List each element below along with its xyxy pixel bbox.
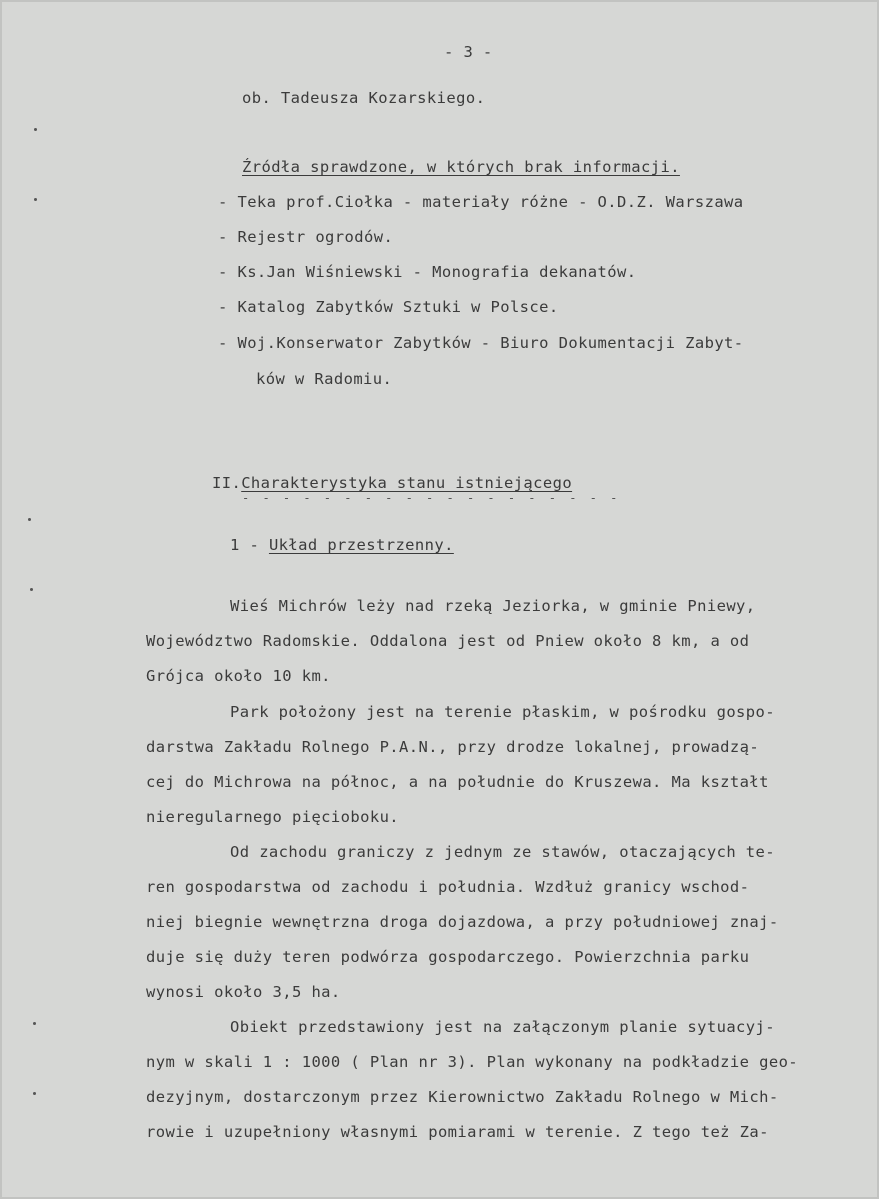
paragraph-line: rowie i uzupełniony własnymi pomiarami w terenie. Z tego też Za- xyxy=(146,1123,769,1141)
paragraph-line: darstwa Zakładu Rolnego P.A.N., przy drodze lokalnej, prowadzą- xyxy=(146,738,760,756)
subsection-heading xyxy=(230,535,454,555)
paper-speck xyxy=(34,128,37,131)
section-heading-sources: Źródła sprawdzone, w których brak informacji. xyxy=(242,158,680,176)
paragraph-line: wynosi około 3,5 ha. xyxy=(146,983,341,1001)
paper-speck xyxy=(30,588,33,591)
section-number: II. xyxy=(212,474,242,492)
list-item: - Ks.Jan Wiśniewski - Monografia dekanatów. xyxy=(218,263,637,281)
paragraph-line: Park położony jest na terenie płaskim, w pośrodku gospo- xyxy=(230,703,775,721)
section-heading-ii xyxy=(212,473,572,493)
paragraph-line: cej do Michrowa na północ, a na południe do Kruszewa. Ma kształt xyxy=(146,773,769,791)
paragraph-line: ren gospodarstwa od zachodu i południa. Wzdłuż granicy wschod- xyxy=(146,878,750,896)
heading-dashes: - - - - - - - - - - - - - - - - - - - xyxy=(242,491,621,505)
paragraph-line: nieregularnego pięcioboku. xyxy=(146,808,400,826)
paper-speck xyxy=(28,518,31,521)
subsection-number: 1 - xyxy=(230,536,269,554)
subsection-title: Układ przestrzenny. xyxy=(268,536,454,554)
list-item: - Teka prof.Ciołka - materiały różne - O.D.Z. Warszawa xyxy=(218,193,744,211)
paragraph-line: duje się duży teren podwórza gospodarczego. Powierzchnia parku xyxy=(146,948,750,966)
paragraph-line: Wieś Michrów leży nad rzeką Jeziorka, w gminie Pniewy, xyxy=(230,597,756,615)
paper-speck xyxy=(33,1092,36,1095)
paragraph-line: niej biegnie wewnętrzna droga dojazdowa, a przy południowej znaj- xyxy=(146,913,779,931)
paper-speck xyxy=(34,198,37,201)
page-number: - 3 - xyxy=(444,43,493,61)
list-item: - Rejestr ogrodów. xyxy=(218,228,394,246)
paragraph-line: nym w skali 1 : 1000 ( Plan nr 3). Plan wykonany na podkładzie geo- xyxy=(146,1053,799,1071)
section-title: Charakterystyka stanu istniejącego xyxy=(241,474,573,492)
paragraph-line: Województwo Radomskie. Oddalona jest od Pniew około 8 km, a od xyxy=(146,632,750,650)
paragraph-line: Od zachodu graniczy z jednym ze stawów, otaczających te- xyxy=(230,843,775,861)
paper-speck xyxy=(33,1022,36,1025)
list-item: - Woj.Konserwator Zabytków - Biuro Dokumentacji Zabyt- xyxy=(218,334,744,352)
list-item-continuation: ków w Radomiu. xyxy=(256,370,393,388)
paragraph-line: Grójca około 10 km. xyxy=(146,667,331,685)
text-line: ob. Tadeusza Kozarskiego. xyxy=(242,89,486,107)
list-item: - Katalog Zabytków Sztuki w Polsce. xyxy=(218,298,559,316)
paragraph-line: Obiekt przedstawiony jest na załączonym planie sytuacyj- xyxy=(230,1018,775,1036)
paragraph-line: dezyjnym, dostarczonym przez Kierownictwo Zakładu Rolnego w Mich- xyxy=(146,1088,779,1106)
